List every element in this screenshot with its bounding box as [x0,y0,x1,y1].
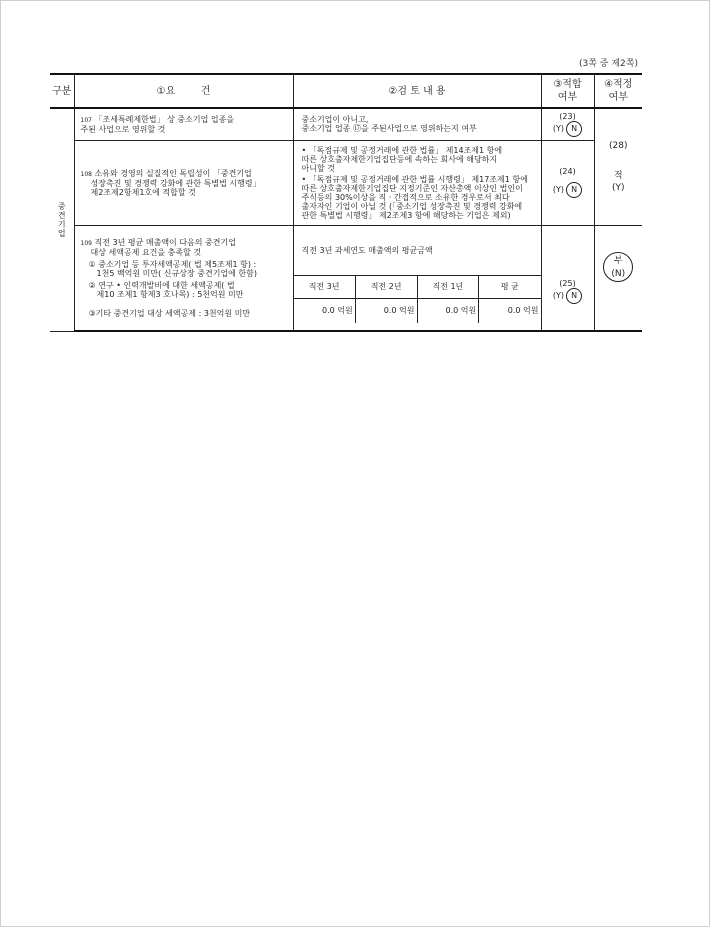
sales-value[interactable]: 0.0 억원 [355,298,417,323]
review-text: 관한 특별법 시행령」 제2조제3 항에 해당하는 기업은 제외) [301,210,511,220]
sales-value[interactable]: 0.0 억원 [479,298,541,323]
row-108 [50,140,642,225]
header-requirements: ①요 건 [74,74,293,108]
proper-yes-label[interactable]: 적 [613,170,623,181]
requirement-text: 성장촉진 및 경쟁력 강화에 관한 특별법 시행령」 [90,178,261,188]
requirement-item: 1천5 백억원 미만( 신규상장 중견기업에 한함) [96,268,258,278]
header-review: ②검 토 내 용 [293,74,541,108]
row-109 [50,225,642,331]
row-107 [50,108,642,140]
header-proper [594,74,642,108]
requirement-108 [74,140,293,225]
no-mark-circled[interactable]: N [566,182,582,198]
fit-code: (25) [559,279,576,289]
requirement-107 [74,108,293,140]
review-108 [293,140,541,225]
no-mark-circled[interactable]: N [566,121,582,137]
yes-mark[interactable]: (Y) [552,291,565,301]
proper-top [594,108,642,225]
col-header: 직전 3년 [308,282,340,291]
review-text: 주식등의 30%이상을 직 · 간접적으로 소유한 경우로서 최다 [301,192,510,202]
header-row [50,74,642,108]
sales-value[interactable]: 0.0 억원 [417,298,479,323]
category-char: 업 [57,228,66,238]
col-header: 직전 2년 [355,276,417,299]
category-char: 견 [57,210,66,220]
item-number: 108 [80,170,92,178]
col-header: 평 균 [479,276,541,299]
proper-code: (28) [609,140,628,151]
review-text: 출자자인 기업이 아닐 것 (「중소기업 성장촉진 및 경쟁력 강화에 [301,201,523,211]
requirement-item: 제10 조제1 항제3 호나목) : 5천억원 미만 [96,289,244,299]
proper-no-mark: (N) [611,268,626,279]
proper-no-circled[interactable] [603,252,633,282]
requirement-109 [74,225,293,331]
review-title: 직전 3년 과세연도 매출액의 평균금액 [294,226,541,276]
requirement-text: 소유와 경영의 실질적인 독립성이 「중견기업 [94,168,252,178]
sales-value[interactable]: 0.0 억원 [294,298,356,323]
header-gubun: 구분 [50,74,74,108]
review-text: • 「독점규제 및 공정거래에 관한 법률」 제14조제1 항에 [301,145,503,155]
no-mark-circled[interactable]: N [566,288,582,304]
proper-no-label: 부 [613,255,623,266]
yes-mark[interactable]: (Y) [552,123,565,133]
review-text: 중소기업이 아니고, [301,115,369,125]
col-header: 직전 1년 [417,276,479,299]
review-text: 아니할 것 [301,163,335,173]
proper-yes-mark[interactable]: (Y) [611,182,625,193]
item-number: 109 [80,239,92,247]
header-fit-line2: 여부 [557,92,578,103]
fit-107 [541,108,594,140]
header-proper-line1: ④적정 [604,79,633,90]
category-cell [50,108,74,331]
requirement-text: 직전 3년 평균 매출액이 다음의 중견기업 [94,237,236,247]
fit-108 [541,140,594,225]
requirement-item: ① 중소기업 등 투자세액공제( 법 제5조제1 항) : [88,259,257,269]
item-number: 107 [80,116,92,124]
page-label: (3쪽 중 제2쪽) [579,59,638,69]
requirement-text: 주된 사업으로 영위할 것 [80,124,166,134]
requirement-text: 대상 세액공제 요건을 충족할 것 [90,247,202,257]
review-text: 따른 상호출자제한기업집단등에 속하는 회사에 해당하지 [301,154,498,164]
review-text: 중소기업 업종 ⑰을 주된사업으로 영위하는지 여부 [301,124,477,134]
review-table [50,73,642,332]
category-char: 중 [57,201,66,211]
header-fit [541,74,594,108]
review-109 [293,225,541,331]
header-proper-line2: 여부 [608,92,628,103]
requirement-text: 「조세특례제한법」 상 중소기업 업종을 [94,114,235,124]
requirement-item: ② 연구 • 인력개발비에 대한 세액공제( 법 [88,280,235,290]
proper-bottom [594,225,642,331]
review-text: • 「독점규제 및 공정거래에 관한 법률 시행령」 제17조제1 항에 [301,174,528,184]
fit-code: (23) [559,111,576,121]
review-text: 따른 상호출자제한기업집단 지정기준인 자산총액 이상인 법인이 [301,183,523,193]
yes-mark[interactable]: (Y) [552,185,565,194]
fit-109 [541,225,594,331]
requirement-item: ③기타 중견기업 대상 세액공제 : 3천억원 미만 [88,308,251,318]
sales-table [294,276,541,323]
fit-code: (24) [559,167,576,176]
review-107 [293,108,541,140]
header-fit-line1: ③적합 [553,79,582,90]
category-char: 기 [57,219,66,229]
requirement-text: 제2조제2항제1호에 적합할 것 [90,187,196,197]
